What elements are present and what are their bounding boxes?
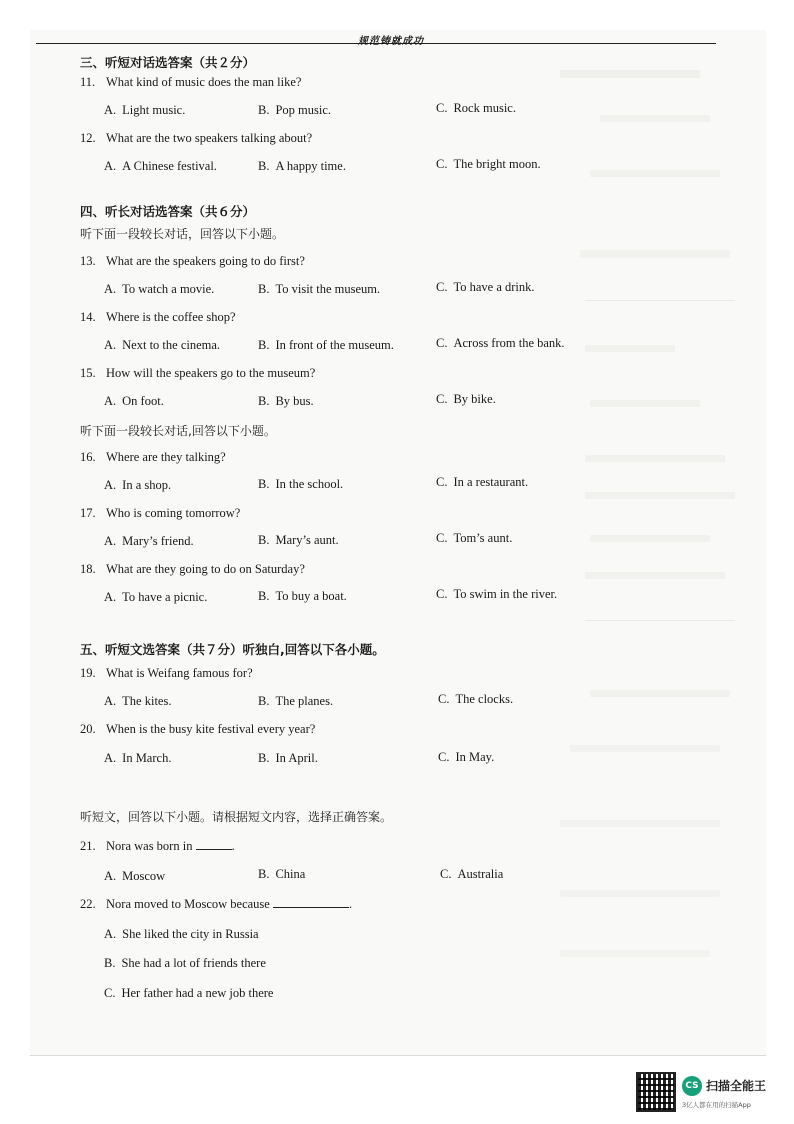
bleed-through xyxy=(580,250,730,258)
scanner-tagline: 3亿人都在用的扫描App xyxy=(682,1101,751,1109)
option-b[interactable]: B. Pop music. xyxy=(258,103,332,117)
scanner-brand: 扫描全能王 xyxy=(706,1079,767,1093)
bleed-through xyxy=(585,345,675,352)
section-title: 三、听短对话选答案（共２分） xyxy=(80,55,256,70)
option-c[interactable]: C. In May. xyxy=(438,750,495,764)
option-a[interactable]: A. To have a picnic. xyxy=(104,590,208,604)
bleed-through xyxy=(585,572,725,579)
option-c[interactable]: C. In a restaurant. xyxy=(436,475,529,489)
bleed-through xyxy=(585,620,735,621)
bleed-through xyxy=(560,70,700,78)
question-11: 11. What kind of music does the man like? xyxy=(80,75,302,89)
instruction: 听下面一段较长对话，回答以下小题。 xyxy=(80,227,285,241)
question-20: 20. When is the busy kite festival every year? xyxy=(80,722,316,736)
bleed-through xyxy=(585,455,725,462)
option-a[interactable]: A. In a shop. xyxy=(104,478,172,492)
option-a[interactable]: A. In March. xyxy=(104,751,172,765)
bleed-through xyxy=(590,690,730,697)
option-b[interactable]: B. She had a lot of friends there xyxy=(104,956,266,970)
section-title: 五、听短文选答案（共７分）听独白,回答以下各小题。 xyxy=(80,642,385,657)
section-title: 四、听长对话选答案（共６分） xyxy=(80,204,256,219)
bleed-through xyxy=(590,535,710,542)
option-c[interactable]: C. Across from the bank. xyxy=(436,336,565,350)
option-c[interactable]: C. The clocks. xyxy=(438,692,514,706)
bleed-through xyxy=(570,745,720,752)
bleed-through xyxy=(560,890,720,897)
answer-blank[interactable] xyxy=(273,897,349,908)
instruction: 听下面一段较长对话,回答以下小题。 xyxy=(80,424,276,438)
bleed-through xyxy=(560,820,720,827)
instruction: 听短文，回答以下小题。请根据短文内容，选择正确答案。 xyxy=(80,810,393,824)
option-a[interactable]: A. On foot. xyxy=(104,394,164,408)
answer-blank[interactable] xyxy=(196,839,232,850)
option-b[interactable]: B. By bus. xyxy=(258,394,314,408)
option-a[interactable]: A. To watch a movie. xyxy=(104,282,215,296)
bleed-through xyxy=(560,950,710,957)
option-b[interactable]: B. To visit the museum. xyxy=(258,282,381,296)
option-b[interactable]: B. In the school. xyxy=(258,477,344,491)
question-18: 18. What are they going to do on Saturday? xyxy=(80,562,305,576)
option-a[interactable]: A. Mary’s friend. xyxy=(104,534,194,548)
question-16: 16. Where are they talking? xyxy=(80,450,226,464)
question-14: 14. Where is the coffee shop? xyxy=(80,310,236,324)
question-22: 22. Nora moved to Moscow because . xyxy=(80,897,353,911)
footer-rule xyxy=(30,1055,766,1056)
option-a[interactable]: A. Moscow xyxy=(104,869,166,883)
option-c[interactable]: C. Her father had a new job there xyxy=(104,986,274,1000)
option-c[interactable]: C. To swim in the river. xyxy=(436,587,558,601)
option-a[interactable]: A. She liked the city in Russia xyxy=(104,927,259,941)
option-a[interactable]: A. The kites. xyxy=(104,694,172,708)
question-17: 17. Who is coming tomorrow? xyxy=(80,506,241,520)
camscanner-logo-icon: CS xyxy=(682,1076,702,1096)
option-a[interactable]: A. A Chinese festival. xyxy=(104,159,217,173)
option-b[interactable]: B. In April. xyxy=(258,751,318,765)
option-b[interactable]: B. China xyxy=(258,867,306,881)
option-c[interactable]: C. By bike. xyxy=(436,392,496,406)
bleed-through xyxy=(585,300,735,301)
option-a[interactable]: A. Next to the cinema. xyxy=(104,338,221,352)
bleed-through xyxy=(590,170,720,177)
question-13: 13. What are the speakers going to do first? xyxy=(80,254,305,268)
bleed-through xyxy=(590,400,700,407)
option-b[interactable]: B. Mary’s aunt. xyxy=(258,533,339,547)
question-21: 21. Nora was born in . xyxy=(80,839,235,853)
option-a[interactable]: A. Light music. xyxy=(104,103,186,117)
option-c[interactable]: C. The bright moon. xyxy=(436,157,541,171)
option-b[interactable]: B. In front of the museum. xyxy=(258,338,394,352)
qr-code-icon xyxy=(636,1072,676,1112)
option-b[interactable]: B. A happy time. xyxy=(258,159,346,173)
question-12: 12. What are the two speakers talking about? xyxy=(80,131,313,145)
option-b[interactable]: B. To buy a boat. xyxy=(258,589,347,603)
option-c[interactable]: C. Tom’s aunt. xyxy=(436,531,513,545)
question-19: 19. What is Weifang famous for? xyxy=(80,666,253,680)
bleed-through xyxy=(600,115,710,122)
header-motto: 规范铸就成功 xyxy=(358,36,424,47)
option-c[interactable]: C. Rock music. xyxy=(436,101,516,115)
bleed-through xyxy=(585,492,735,499)
option-b[interactable]: B. The planes. xyxy=(258,694,334,708)
option-c[interactable]: C. Australia xyxy=(440,867,504,881)
question-15: 15. How will the speakers go to the museum? xyxy=(80,366,316,380)
option-c[interactable]: C. To have a drink. xyxy=(436,280,535,294)
